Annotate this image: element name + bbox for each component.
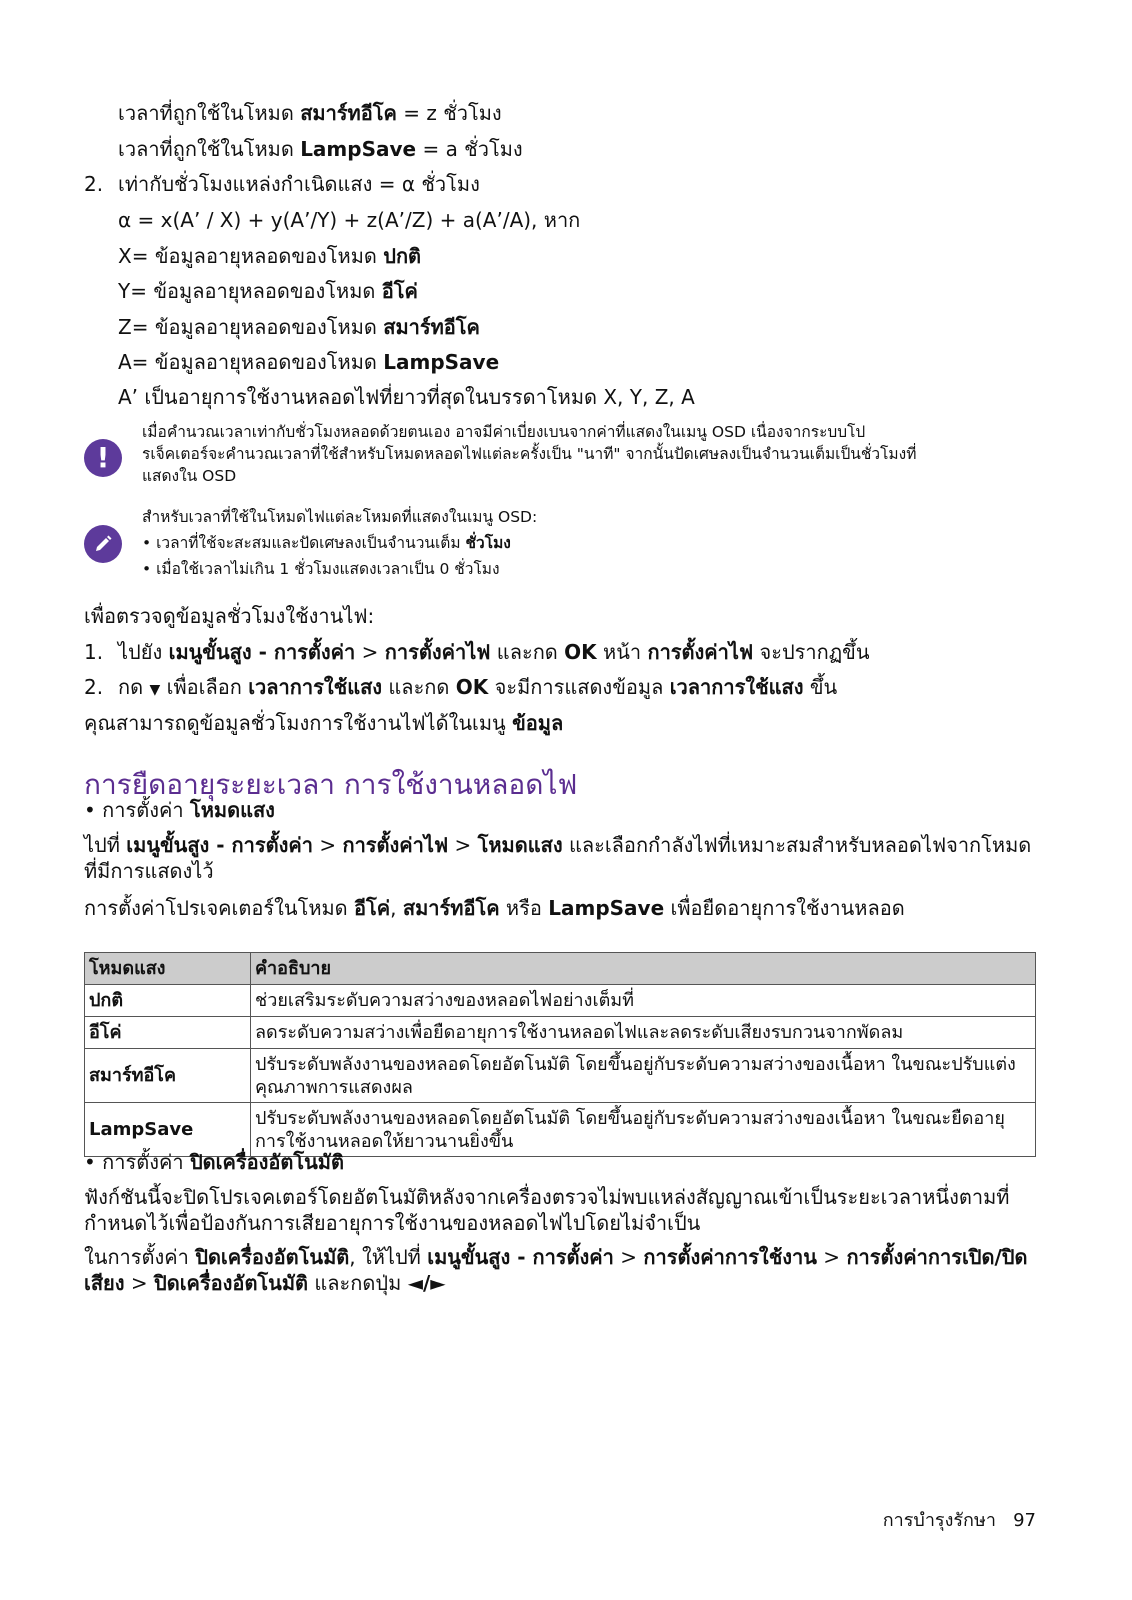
note-bullet [142, 532, 1042, 554]
line-text: หน้า [596, 640, 648, 664]
line-text: จะปรากฏขึ้น [753, 640, 870, 664]
note-line: สำหรับเวลาที่ใช้ในโหมดไฟแต่ละโหมดที่แสดงในเมนู OSD: [142, 508, 538, 526]
table-row [85, 985, 1036, 1017]
line-text: > [613, 1245, 644, 1269]
pencil-icon [84, 525, 122, 563]
line-text: ไปที่ [84, 833, 127, 857]
alpha-formula [118, 208, 580, 232]
a-definition [118, 350, 499, 374]
note-line: เมื่อคำนวณเวลาเท่ากับชั่วโมงหลอดด้วยตนเอง อาจมีค่าเบี่ยงเบนจากค่าที่แสดงในเมนู OSD เนื่องจากระบบโป [142, 423, 866, 441]
line-text: Y= ข้อมูลอายุหลอดของโหมด [118, 279, 382, 303]
left-right-arrows-icon: ◄/► [407, 1271, 446, 1295]
table-row [85, 1103, 1036, 1157]
mode-cell: ปกติ [85, 985, 251, 1017]
note-bullet: • เมื่อใช้เวลาไม่เกิน 1 ชั่วโมงแสดงเวลาเป็น 0 ชั่วโมง [142, 560, 500, 578]
page-footer [883, 1510, 1036, 1532]
page-number: 97 [1013, 1510, 1036, 1531]
line-text: > [448, 833, 478, 857]
step-number: 1. [84, 640, 104, 664]
light-mode-table [84, 952, 1036, 1157]
menu-path: ข้อมูล [512, 711, 564, 735]
line-text: และกด [490, 640, 565, 664]
warning-note [142, 421, 1042, 487]
line-text: หรือ [499, 896, 549, 920]
check-step-1 [84, 640, 870, 664]
mode-cell: อีโค่ [85, 1017, 251, 1049]
auto-off-bullet [84, 1150, 344, 1174]
key-name: OK [564, 640, 597, 664]
line-text: A= ข้อมูลอายุหลอดของโหมด [118, 350, 384, 374]
line-text: เพื่อยืดอายุการใช้งานหลอด [664, 896, 905, 920]
note-bold: ชั่วโมง [465, 534, 511, 552]
table-row [85, 1017, 1036, 1049]
menu-path: เมนูขั้นสูง - การตั้งค่า [126, 833, 313, 857]
line-text: = z ชั่วโมง [396, 101, 502, 125]
exclamation-icon: ! [84, 439, 122, 477]
auto-off-paragraph-1: ฟังก์ชันนี้จะปิดโปรเจคเตอร์โดยอัตโนมัติหลังจากเครื่องตรวจไม่พบแหล่งสัญญาณเข้าเป็นระยะเวลาหนึ่งตามที่กำหนดไว้เพื่อป้องกันการเสียอายุการใช้งานของหลอดไฟไปโดยไม่จำเป็น [84, 1185, 1010, 1235]
step-number: 2. [84, 675, 104, 699]
setting-name: ปิดเครื่องอัตโนมัติ [189, 1150, 344, 1174]
description-cell: ลดระดับความสว่างเพื่อยืดอายุการใช้งานหลอดไฟและลดระดับเสียงรบกวนจากพัดลม [251, 1017, 1036, 1049]
line-text: , ให้ไปที่ [349, 1245, 428, 1269]
info-note [142, 506, 1042, 580]
line-text: ขึ้น [803, 675, 838, 699]
menu-path: ปิดเครื่องอัตโนมัติ [154, 1271, 309, 1295]
line-text: ในการตั้งค่า [84, 1245, 196, 1269]
line-text: และกดปุ่ม [308, 1271, 408, 1295]
line-text: > [355, 640, 385, 664]
note-line: แสดงใน OSD [142, 467, 237, 485]
section-heading: การยืดอายุระยะเวลา การใช้งานหลอดไฟ [84, 768, 578, 801]
menu-path: เวลาการใช้แสง [669, 675, 804, 699]
line-text: เท่ากับชั่วโมงแหล่งกำเนิดแสง = α ชั่วโมง [118, 172, 480, 196]
menu-path: การตั้งค่าไฟ [647, 640, 754, 664]
footer-section: การบำรุงรักษา [882, 1510, 996, 1531]
menu-path: การตั้งค่าการเปิด/ปิดเสียง [84, 1245, 1028, 1295]
y-definition [118, 279, 418, 303]
line-text: , [390, 896, 403, 920]
time-smart-eco-line [118, 101, 502, 125]
mode-name: LampSave [548, 896, 665, 920]
line-text: A’ เป็นอายุการใช้งานหลอดไฟที่ยาวที่สุดในบรรดาโหมด X, Y, Z, A [118, 385, 695, 409]
check-step-2 [84, 675, 837, 702]
down-arrow-icon: ▼ [149, 682, 161, 698]
table-header-row [85, 953, 1036, 985]
line-text: > [312, 833, 343, 857]
description-cell: ช่วยเสริมระดับความสว่างของหลอดไฟอย่างเต็มที่ [251, 985, 1036, 1017]
mode-name: อีโค่ [381, 279, 418, 303]
line-text: X= ข้อมูลอายุหลอดของโหมด [118, 244, 384, 268]
line-text: เพื่อเลือก [160, 675, 249, 699]
line-text: กด [118, 675, 150, 699]
light-mode-paragraph-1 [84, 832, 1044, 884]
menu-path: การตั้งค่าไฟ [384, 640, 491, 664]
note-line: รเจ็คเตอร์จะคำนวณเวลาที่ใช้สำหรับโหมดหลอดไฟแต่ละครั้งเป็น "นาที" จากนั้นปัดเศษลงเป็นจำนวนเต็มเป็นชั่วโมงที่ [142, 445, 917, 463]
line-text: เพื่อตรวจดูข้อมูลชั่วโมงใช้งานไฟ: [84, 604, 375, 628]
description-cell: ปรับระดับพลังงานของหลอดโดยอัตโนมัติ โดยขึ้นอยู่กับระดับความสว่างของเนื้อหา ในขณะยืดอายุการใช้งานหลอดให้ยาวนานยิ่งขึ้น [251, 1103, 1036, 1157]
description-cell: ปรับระดับพลังงานของหลอดโดยอัตโนมัติ โดยขึ้นอยู่กับระดับความสว่างของเนื้อหา ในขณะปรับแต่งคุณภาพการแสดงผล [251, 1049, 1036, 1103]
auto-off-paragraph-2 [84, 1244, 1044, 1296]
mode-name: LampSave [383, 350, 500, 374]
line-text: • การตั้งค่า [84, 798, 190, 822]
line-text: เวลาที่ถูกใช้ในโหมด [118, 101, 301, 125]
a-prime-definition [118, 385, 695, 409]
mode-name: LampSave [300, 137, 417, 161]
light-mode-bullet [84, 798, 275, 822]
menu-path: การตั้งค่าไฟ [342, 833, 449, 857]
column-header-mode: โหมดแสง [85, 953, 251, 985]
line-text: Z= ข้อมูลอายุหลอดของโหมด [118, 315, 384, 339]
menu-path: เวลาการใช้แสง [248, 675, 383, 699]
line-text: = a ชั่วโมง [416, 137, 523, 161]
mode-name: ปกติ [383, 244, 422, 268]
line-text: จะมีการแสดงข้อมูล [488, 675, 670, 699]
time-lampsave-line [118, 137, 523, 161]
formula-text: α = x(A’ / X) + y(A’/Y) + z(A’/Z) + a(A’/A), หาก [118, 208, 581, 232]
note-line: • เวลาที่ใช้จะสะสมและปัดเศษลงเป็นจำนวนเต็ม [142, 534, 466, 552]
mode-name: สมาร์ทอีโค [300, 101, 397, 125]
mode-cell: สมาร์ทอีโค [85, 1049, 251, 1103]
setting-name: ปิดเครื่องอัตโนมัติ [195, 1245, 350, 1269]
mode-cell: LampSave [85, 1103, 251, 1157]
key-name: OK [455, 675, 489, 699]
light-mode-paragraph-2 [84, 896, 905, 920]
menu-path: โหมดแสง [477, 833, 563, 857]
column-header-description: คำอธิบาย [251, 953, 1036, 985]
line-text: ไปยัง [118, 640, 169, 664]
menu-path: การตั้งค่าการใช้งาน [643, 1245, 817, 1269]
mode-name: สมาร์ทอีโค [402, 896, 500, 920]
line-text: คุณสามารถดูข้อมูลชั่วโมงการใช้งานไฟได้ในเมนู [84, 711, 513, 735]
mode-name: สมาร์ทอีโค [383, 315, 480, 339]
line-text: • การตั้งค่า [84, 1150, 190, 1174]
line-text: การตั้งค่าโปรเจคเตอร์ในโหมด [84, 896, 355, 920]
step-number: 2. [84, 172, 104, 196]
table-row [85, 1049, 1036, 1103]
setting-name: โหมดแสง [189, 798, 275, 822]
z-definition [118, 315, 480, 339]
line-text: > [124, 1271, 155, 1295]
line-text: และกด [382, 675, 456, 699]
x-definition [118, 244, 421, 268]
line-text: และเลือกกำลังไฟที่เหมาะสมสำหรับหลอดไฟจากโหมดที่มีการแสดงไว้ [84, 833, 1032, 883]
menu-path: เมนูขั้นสูง - การตั้งค่า [427, 1245, 614, 1269]
menu-path: เมนูขั้นสูง - การตั้งค่า [168, 640, 356, 664]
step-2-line [84, 172, 480, 196]
mode-name: อีโค่ [354, 896, 391, 920]
line-text: > [816, 1245, 847, 1269]
line-text: เวลาที่ถูกใช้ในโหมด [118, 137, 301, 161]
check-intro [84, 604, 374, 628]
info-menu-line [84, 711, 563, 735]
